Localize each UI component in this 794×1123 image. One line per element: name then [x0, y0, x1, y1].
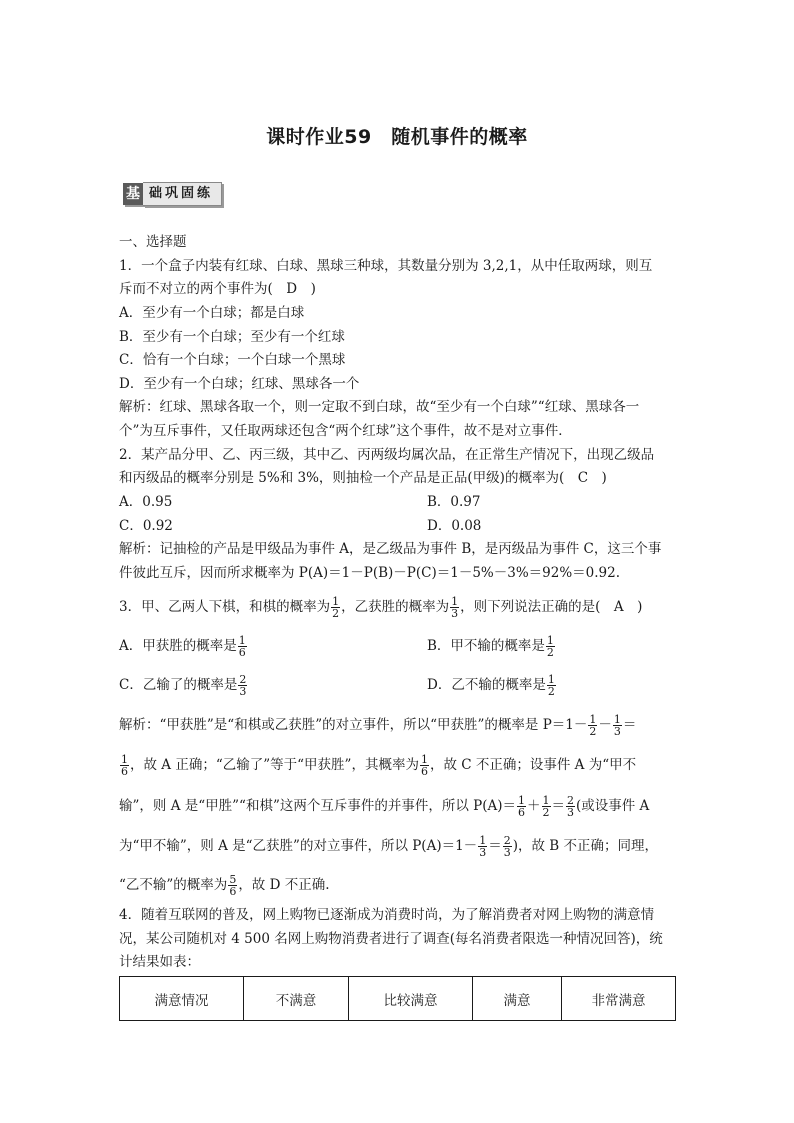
q3-sol-text: (或设事件 A: [576, 798, 650, 814]
fraction-1-3: $\frac{1}{3}$: [451, 595, 459, 620]
fraction-1-6: $\frac{1}{6}$: [420, 753, 428, 778]
q2-option-a: A．0.95: [119, 494, 173, 510]
q3-sol-text: 解析：“甲获胜”是“和棋或乙获胜”的对立事件，所以“甲获胜”的概率是 P＝1－: [119, 717, 588, 733]
q4-stem-line2: 况，某公司随机对 4 500 名网上购物消费者进行了调查(每名消费者限选一种情况回答)，统: [119, 931, 663, 947]
q4-stem-line3: 计结果如表：: [119, 954, 200, 970]
q3-stem-part3: ，则下列说法正确的是( A ): [460, 599, 643, 615]
q1-solution-line1: 解析：红球、黑球各取一个，则一定取不到白球，故“至少有一个白球”“红球、黑球各一: [119, 399, 640, 415]
q2-stem-line2: 和丙级品的概率分别是 5%和 3%，则抽检一个产品是正品(甲级)的概率为( C ): [119, 470, 607, 486]
q3-sol-text: 输”，则 A 是“甲胜”“和棋”这两个互斥事件的并事件，所以 P(A)＝: [119, 798, 516, 814]
q3-sol-text: ，故 A 正确；“乙输了”等于“甲获胜”，其概率为: [130, 757, 419, 773]
q3-sol-text: “乙不输”的概率为: [119, 877, 228, 893]
table-header-cell: 非常满意: [562, 977, 676, 1021]
fraction-2-3: $\frac{2}{3}$: [503, 834, 511, 859]
q2-solution-line1: 解析：记抽检的产品是甲级品为事件 A，是乙级品为事件 B，是丙级品为事件 C，这三个事: [119, 541, 662, 557]
fraction-1-2: $\frac{1}{2}$: [589, 713, 597, 738]
table-header-cell: 不满意: [244, 977, 349, 1021]
q3-solution-line4: 为“甲不输”，则 A 是“乙获胜”的对立事件，所以 P(A)＝1－ $\frac{1}{3}$ ＝ $\frac{2}{3}$ )，故 B 不正确；同理，: [119, 834, 658, 859]
fraction-5-6: $\frac{5}{6}$: [229, 873, 237, 898]
q3-stem-part1: 3．甲、乙两人下棋，和棋的概率为: [119, 599, 331, 615]
q3-option-d-text: D．乙不输的概率是: [427, 677, 546, 693]
q2-stem-line1: 2．某产品分甲、乙、丙三级，其中乙、丙两级均属次品，在正常生产情况下，出现乙级品: [119, 447, 655, 463]
q3-option-a-text: A．甲获胜的概率是: [119, 638, 237, 654]
q1-option-b: B．至少有一个白球；至少有一个红球: [119, 329, 345, 345]
table-header-cell: 比较满意: [349, 977, 473, 1021]
badge-first-char: 基: [123, 183, 143, 205]
q3-option-b-text: B．甲不输的概率是: [427, 638, 545, 654]
badge-rest: 础巩固练: [143, 182, 222, 206]
q3-sol-text: ，故 D 不正确.: [238, 877, 330, 893]
q1-option-d: D．至少有一个白球；红球、黑球各一个: [119, 376, 360, 392]
q3-stem: [119, 594, 642, 620]
table-header-cell: 满意情况: [120, 977, 244, 1021]
q3-solution-line2: [119, 752, 636, 778]
q1-option-c: C．恰有一个白球；一个白球一个黑球: [119, 352, 346, 368]
q3-solution-line3: 输”，则 A 是“甲胜”“和棋”这两个互斥事件的并事件，所以 P(A)＝ $\frac{1}{6}$ ＋ $\frac{1}{2}$ ＝ $\frac{2}{3}$ (或设事件 A: [119, 794, 650, 819]
q3-sol-text: 为“甲不输”，则 A 是“乙获胜”的对立事件，所以 P(A)＝1－: [119, 838, 478, 854]
q3-solution-line1: 解析：“甲获胜”是“和棋或乙获胜”的对立事件，所以“甲获胜”的概率是 P＝1－ $\frac{1}{2}$ － $\frac{1}{3}$ ＝: [119, 713, 637, 738]
fraction-1-6: $\frac{1}{6}$: [518, 794, 525, 819]
q3-option-d: [427, 672, 557, 698]
fraction-1-6: $\frac{1}{6}$: [121, 753, 128, 778]
q3-sol-text: ，故 C 不正确；设事件 A 为“甲不: [429, 757, 637, 773]
fraction-1-6: $\frac{1}{6}$: [238, 634, 246, 659]
q4-stem-line1: 4．随着互联网的普及，网上购物已逐渐成为消费时尚，为了解消费者对网上购物的满意情: [119, 907, 655, 923]
fraction-1-2: $\frac{1}{2}$: [546, 634, 554, 659]
table-header-row: [120, 977, 676, 1021]
q1-stem-line2: 斥而不对立的两个事件为( D ): [119, 281, 316, 297]
q1-stem-line1: 1．一个盒子内装有红球、白球、黑球三种球，其数量分别为 3,2,1，从中任取两球，则互: [119, 258, 653, 274]
q3-option-a: [119, 633, 248, 659]
fraction-2-3: $\frac{2}{3}$: [567, 794, 574, 819]
fraction-1-3: $\frac{1}{3}$: [479, 834, 487, 859]
q2-option-b: B．0.97: [427, 494, 481, 510]
fraction-1-2: $\frac{1}{2}$: [542, 794, 550, 819]
q2-option-c: C．0.92: [119, 518, 173, 534]
q1-option-a: A．至少有一个白球；都是白球: [119, 305, 305, 321]
q2-solution-line2: 件彼此互斥，因而所求概率为 P(A)＝1－P(B)－P(C)＝1－5%－3%＝92%＝0.92.: [119, 565, 621, 581]
fraction-1-2: $\frac{1}{2}$: [332, 595, 340, 620]
fraction-1-2: $\frac{1}{2}$: [547, 673, 555, 698]
q3-sol-text: )，故 B 不正确；同理，: [512, 838, 658, 854]
q3-option-b: [427, 633, 556, 659]
fraction-1-3: $\frac{1}{3}$: [613, 713, 621, 738]
fraction-2-3: $\frac{2}{3}$: [239, 673, 247, 698]
satisfaction-table: [119, 976, 676, 1021]
q3-option-c-text: C．乙输了的概率是: [119, 677, 238, 693]
section-heading: 一、选择题: [119, 234, 187, 250]
q3-option-c: [119, 672, 248, 698]
page-title: 课时作业59 随机事件的概率: [266, 126, 528, 148]
q3-stem-part2: ，乙获胜的概率为: [341, 599, 450, 615]
table-header-cell: 满意: [473, 977, 562, 1021]
q3-solution-line5: [119, 872, 330, 898]
q2-option-d: D．0.08: [427, 518, 482, 534]
q1-solution-line2: 个”为互斥事件，又任取两球还包含“两个红球”这个事件，故不是对立事件．: [119, 423, 572, 439]
section-badge: [123, 182, 222, 206]
